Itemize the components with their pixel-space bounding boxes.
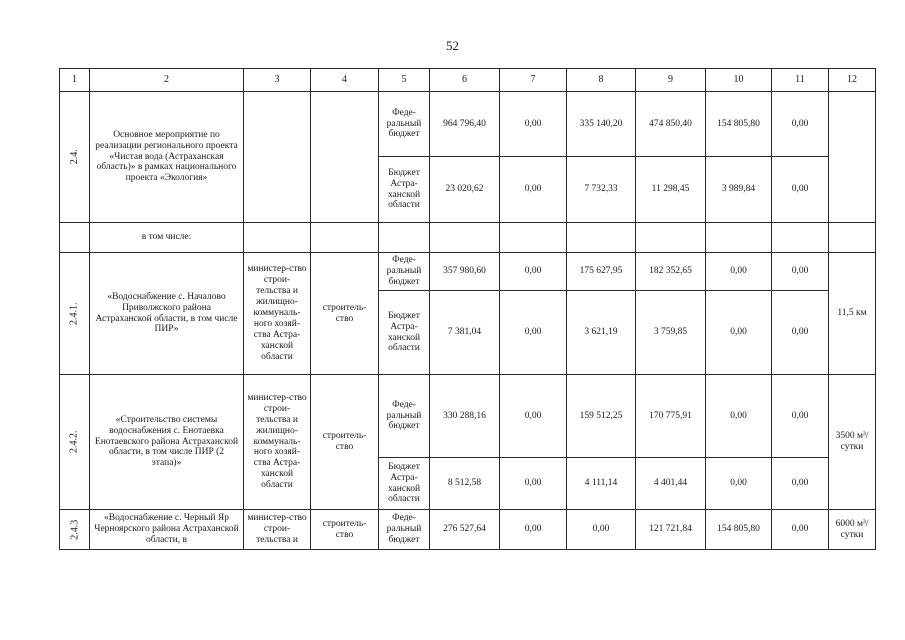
column-header: 10 [706, 69, 772, 92]
row-code-cell [60, 375, 90, 510]
empty-cell [706, 223, 772, 253]
funding-source: Феде-ральный бюджет [379, 253, 430, 291]
column-header: 8 [567, 69, 636, 92]
amount-cell: 11 298,45 [636, 157, 706, 223]
column-header: 11 [772, 69, 829, 92]
empty-cell [430, 223, 500, 253]
empty-cell [244, 223, 311, 253]
work-type-cell: строитель-ство [311, 375, 379, 510]
funding-source: Феде-ральный бюджет [379, 92, 430, 157]
executor-cell: министер-ство строи-тельства и жилищно-коммуналь-ного хозяй-ства Астра-ханской области [244, 253, 311, 375]
row-code: 2.4. [68, 149, 80, 165]
amount-cell: 0,00 [706, 291, 772, 375]
amount-cell: 0,00 [500, 92, 567, 157]
amount-cell: 170 775,91 [636, 375, 706, 458]
table-row [60, 375, 876, 458]
measure-name: «Строительство системы водоснабжения с. Енотаевка Енотаевского района Астраханской области, в том числе ПИР (2 этапа)» [90, 375, 244, 510]
amount-cell: 0,00 [772, 157, 829, 223]
table-row [60, 92, 876, 157]
table-row [60, 510, 876, 550]
amount-cell: 276 527,64 [430, 510, 500, 550]
funding-source: Феде-ральный бюджет [379, 375, 430, 458]
executor-cell: министер-ство строи-тельства и [244, 510, 311, 550]
amount-cell: 7 732,33 [567, 157, 636, 223]
amount-cell: 335 140,20 [567, 92, 636, 157]
executor-cell: министер-ство строи-тельства и жилищно-коммуналь-ного хозяй-ства Астра-ханской области [244, 375, 311, 510]
amount-cell: 3 621,19 [567, 291, 636, 375]
amount-cell: 964 796,40 [430, 92, 500, 157]
measure-name: «Водоснабжение с. Черный Яр Черноярского района Астраханской области, в [90, 510, 244, 550]
result-cell: 11,5 км [829, 253, 876, 375]
in-that-number-label: в том числе: [90, 223, 244, 253]
row-code: 2.4.3 [68, 519, 80, 540]
amount-cell: 3 759,85 [636, 291, 706, 375]
amount-cell: 0,00 [500, 157, 567, 223]
amount-cell: 3 989,84 [706, 157, 772, 223]
amount-cell: 0,00 [772, 92, 829, 157]
amount-cell: 0,00 [772, 375, 829, 458]
amount-cell: 0,00 [706, 253, 772, 291]
amount-cell: 7 381,04 [430, 291, 500, 375]
column-header: 12 [829, 69, 876, 92]
amount-cell: 4 111,14 [567, 458, 636, 510]
amount-cell: 0,00 [500, 291, 567, 375]
amount-cell: 357 980,60 [430, 253, 500, 291]
work-type-cell: строитель-ство [311, 253, 379, 375]
amount-cell: 182 352,65 [636, 253, 706, 291]
column-header: 1 [60, 69, 90, 92]
funding-source: Феде-ральный бюджет [379, 510, 430, 550]
column-header: 7 [500, 69, 567, 92]
measure-name: Основное мероприятие по реализации регионального проекта «Чистая вода (Астраханская область)» в рамках национального проекта «Экология» [90, 92, 244, 223]
amount-cell: 121 721,84 [636, 510, 706, 550]
column-header: 9 [636, 69, 706, 92]
table-row [60, 253, 876, 291]
row-code: 2.4.1. [68, 302, 80, 325]
empty-cell [379, 223, 430, 253]
result-cell: 6000 м³/ сутки [829, 510, 876, 550]
amount-cell: 154 805,80 [706, 510, 772, 550]
column-header: 5 [379, 69, 430, 92]
result-cell: 3500 м³/ сутки [829, 375, 876, 510]
amount-cell: 330 288,16 [430, 375, 500, 458]
amount-cell: 154 805,80 [706, 92, 772, 157]
amount-cell: 0,00 [500, 458, 567, 510]
measure-name: «Водоснабжение с. Началово Приволжского района Астраханской области, в том числе ПИР» [90, 253, 244, 375]
amount-cell: 175 627,95 [567, 253, 636, 291]
work-type-cell: строитель-ство [311, 510, 379, 550]
empty-cell [311, 223, 379, 253]
empty-cell [567, 223, 636, 253]
table-row [60, 223, 876, 253]
amount-cell: 0,00 [772, 291, 829, 375]
column-header: 3 [244, 69, 311, 92]
row-code-cell [60, 510, 90, 550]
amount-cell: 23 020,62 [430, 157, 500, 223]
row-code-cell [60, 253, 90, 375]
amount-cell: 0,00 [500, 253, 567, 291]
empty-cell [829, 223, 876, 253]
column-header: 6 [430, 69, 500, 92]
amount-cell: 0,00 [772, 253, 829, 291]
funding-source: Бюджет Астра-ханской области [379, 458, 430, 510]
amount-cell: 8 512,58 [430, 458, 500, 510]
amount-cell: 4 401,44 [636, 458, 706, 510]
empty-cell [636, 223, 706, 253]
amount-cell: 474 850,40 [636, 92, 706, 157]
column-header: 2 [90, 69, 244, 92]
amount-cell: 0,00 [500, 375, 567, 458]
column-header: 4 [311, 69, 379, 92]
result-cell [829, 92, 876, 223]
amount-cell: 159 512,25 [567, 375, 636, 458]
empty-cell [500, 223, 567, 253]
amount-cell: 0,00 [772, 510, 829, 550]
budget-table [59, 68, 876, 550]
amount-cell: 0,00 [567, 510, 636, 550]
funding-source: Бюджет Астра-ханской области [379, 157, 430, 223]
column-header-row [60, 69, 876, 92]
empty-cell [60, 223, 90, 253]
work-type-cell [311, 92, 379, 223]
row-code-cell [60, 92, 90, 223]
row-code: 2.4.2. [68, 430, 80, 454]
amount-cell: 0,00 [706, 458, 772, 510]
amount-cell: 0,00 [772, 458, 829, 510]
funding-source: Бюджет Астра-ханской области [379, 291, 430, 375]
empty-cell [772, 223, 829, 253]
amount-cell: 0,00 [500, 510, 567, 550]
executor-cell [244, 92, 311, 223]
page-number: 52 [446, 38, 459, 53]
amount-cell: 0,00 [706, 375, 772, 458]
